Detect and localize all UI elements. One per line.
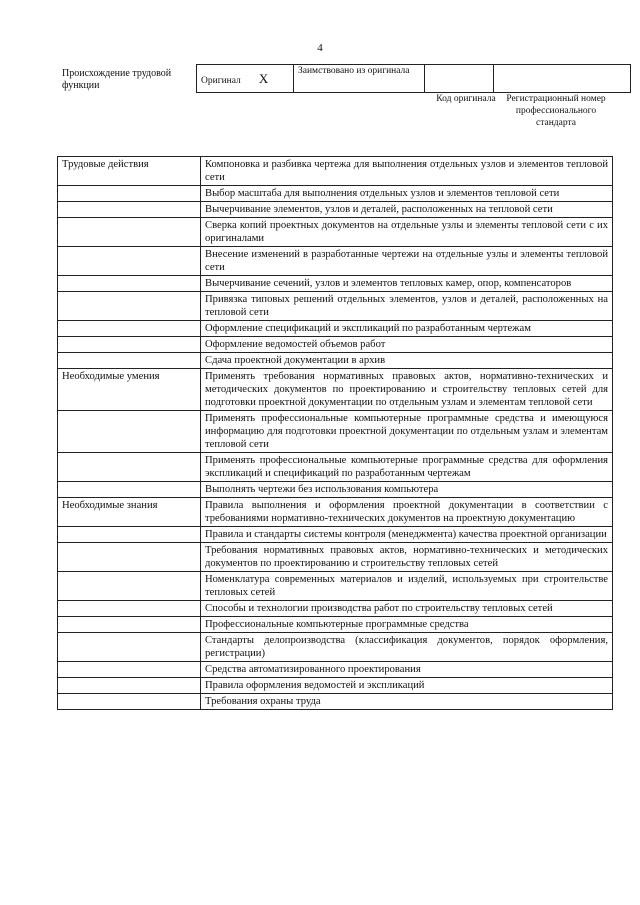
section-title-continuation (58, 482, 201, 498)
section-title-continuation (58, 292, 201, 321)
page-number: 4 (317, 42, 323, 54)
table-row (58, 337, 613, 353)
table-row (58, 369, 613, 411)
section-item: Выполнять чертежи без использования компьютера (201, 482, 613, 498)
origin-label: Происхождение трудовой функции (62, 68, 172, 91)
table-row (58, 694, 613, 710)
section-item: Внесение изменений в разработанные чертежи на отдельные узлы и элементы тепловой сети (201, 247, 613, 276)
section-item: Применять профессиональные компьютерные программные средства для оформления экспликаций и спецификаций по разработанным чертежам (201, 453, 613, 482)
section-title-continuation (58, 543, 201, 572)
table-row (58, 186, 613, 202)
table-row (58, 601, 613, 617)
section-title-continuation (58, 694, 201, 710)
section-item: Требования охраны труда (201, 694, 613, 710)
table-row (58, 276, 613, 292)
table-row (58, 572, 613, 601)
code-caption: Код оригинала (436, 94, 496, 104)
borrowed-cell (294, 65, 425, 93)
original-mark: X (258, 70, 269, 86)
table-row (58, 157, 613, 186)
table-row (58, 678, 613, 694)
section-title: Необходимые умения (58, 369, 201, 411)
section-item: Вычерчивание элементов, узлов и деталей, расположенных на тепловой сети (201, 202, 613, 218)
origin-table (196, 64, 631, 93)
table-row (58, 353, 613, 369)
section-title-continuation (58, 527, 201, 543)
section-item: Сверка копий проектных документов на отдельные узлы и элементы тепловой сети с их оригиналами (201, 218, 613, 247)
section-title-continuation (58, 276, 201, 292)
section-item: Привязка типовых решений отдельных элементов, узлов и деталей, расположенных на тепловой сети (201, 292, 613, 321)
table-row (58, 617, 613, 633)
section-item: Оформление спецификаций и экспликаций по разработанным чертежам (201, 321, 613, 337)
section-item: Способы и технологии производства работ по строительству тепловых сетей (201, 601, 613, 617)
table-row (58, 292, 613, 321)
section-item: Стандарты делопроизводства (классификация документов, порядок оформления, регистрации) (201, 633, 613, 662)
table-row (58, 633, 613, 662)
section-title-continuation (58, 247, 201, 276)
section-item: Вычерчивание сечений, узлов и элементов тепловых камер, опор, компенсаторов (201, 276, 613, 292)
section-item: Требования нормативных правовых актов, нормативно-технических и методических документов по проектированию и строительству тепловых сетей (201, 543, 613, 572)
section-item: Профессиональные компьютерные программные средства (201, 617, 613, 633)
section-item: Выбор масштаба для выполнения отдельных узлов и элементов тепловой сети (201, 186, 613, 202)
table-row (58, 482, 613, 498)
section-item: Правила выполнения и оформления проектной документации в соответствии с требованиями нормативно-технических документов на проектную документацию (201, 498, 613, 527)
borrowed-label: Заимствовано из оригинала (298, 66, 410, 76)
original-cell (197, 65, 294, 93)
section-title-continuation (58, 218, 201, 247)
section-item: Оформление ведомостей объемов работ (201, 337, 613, 353)
table-row (58, 498, 613, 527)
original-label: Оригинал (201, 75, 241, 86)
section-title-continuation (58, 633, 201, 662)
section-title: Трудовые действия (58, 157, 201, 186)
reg-number-cell (494, 65, 631, 93)
section-title-continuation (58, 678, 201, 694)
section-title-continuation (58, 411, 201, 453)
section-title-continuation (58, 662, 201, 678)
section-item: Сдача проектной документации в архив (201, 353, 613, 369)
table-row (58, 662, 613, 678)
section-item: Правила оформления ведомостей и экспликаций (201, 678, 613, 694)
table-row (58, 247, 613, 276)
reg-number-caption: Регистрационный номер профессионального стандарта (506, 94, 606, 128)
section-item: Средства автоматизированного проектирования (201, 662, 613, 678)
section-title-continuation (58, 337, 201, 353)
section-title-continuation (58, 453, 201, 482)
section-title-continuation (58, 202, 201, 218)
table-row (58, 411, 613, 453)
section-title: Необходимые знания (58, 498, 201, 527)
section-item: Компоновка и разбивка чертежа для выполнения отдельных узлов и элементов тепловой сети (201, 157, 613, 186)
section-title-continuation (58, 186, 201, 202)
code-cell (425, 65, 494, 93)
section-item: Применять профессиональные компьютерные программные средства и имеющуюся информацию для подготовки проектной документации по отдельным узлам и элементам тепловой сети (201, 411, 613, 453)
table-row (58, 453, 613, 482)
section-title-continuation (58, 601, 201, 617)
table-row (58, 218, 613, 247)
table-row (58, 543, 613, 572)
table-row (58, 321, 613, 337)
section-title-continuation (58, 617, 201, 633)
function-details-table (57, 156, 613, 710)
table-row (58, 202, 613, 218)
table-row (58, 527, 613, 543)
section-item: Номенклатура современных материалов и изделий, используемых при строительстве тепловых сетей (201, 572, 613, 601)
section-item: Применять требования нормативных правовых актов, нормативно-технических и методических документов по проектированию и строительству тепловых сетей для подготовки проектной документации по отдельным узлам и элементам тепловой сети (201, 369, 613, 411)
section-item: Правила и стандарты системы контроля (менеджмента) качества проектной организации (201, 527, 613, 543)
section-title-continuation (58, 353, 201, 369)
section-title-continuation (58, 572, 201, 601)
section-title-continuation (58, 321, 201, 337)
